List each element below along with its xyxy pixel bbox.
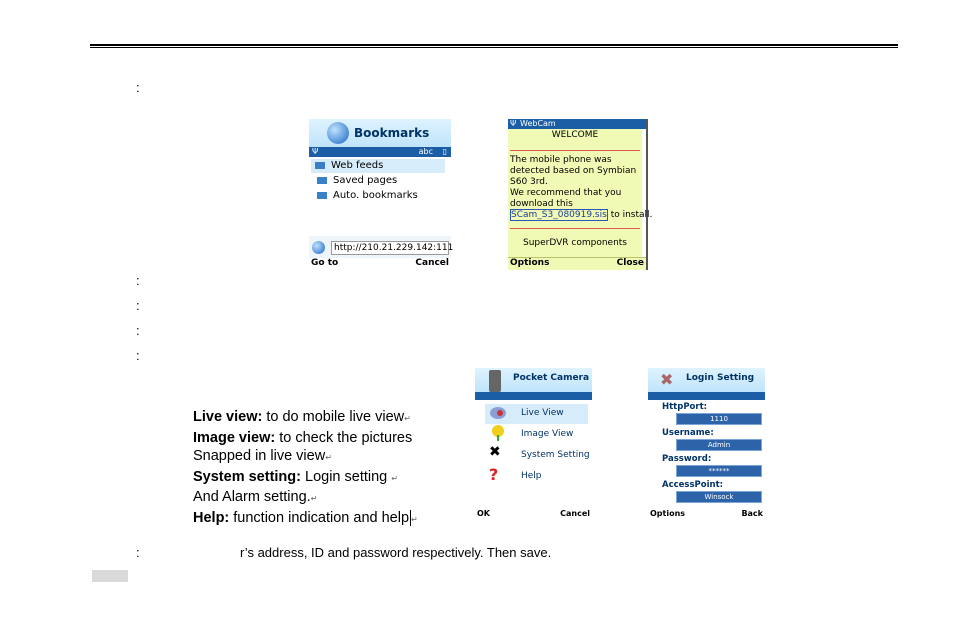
folder-icon xyxy=(317,192,327,199)
login-setting-title: Login Setting xyxy=(686,373,755,383)
instruction-text: r’s address, ID and password respectively. Then save. xyxy=(240,545,552,560)
bookmark-item-web-feeds[interactable]: Web feeds xyxy=(311,159,445,173)
signal-icon: Ψ xyxy=(510,119,517,128)
divider xyxy=(510,228,640,229)
menu-item-help[interactable]: Help xyxy=(521,471,542,481)
go-to-softkey[interactable]: Go to xyxy=(311,258,339,268)
feature-live-view: Live view: to do mobile live view↵ xyxy=(193,409,411,425)
components-link[interactable]: SuperDVR components xyxy=(522,238,627,248)
webcam-title-bar xyxy=(508,119,646,129)
input-mode: abc xyxy=(418,147,433,156)
httpport-label: HttpPort: xyxy=(662,402,708,412)
pocket-camera-softkeys xyxy=(475,509,592,521)
httpport-field[interactable]: 1110 xyxy=(676,413,762,425)
feature-descriptions xyxy=(193,408,418,529)
colon-3: : xyxy=(136,298,140,313)
divider xyxy=(510,150,640,151)
login-setting-screenshot xyxy=(648,368,765,521)
accesspoint-field[interactable]: Winsock xyxy=(676,491,762,503)
feeds-icon xyxy=(315,162,325,169)
feature-image-view: Image view: to check the pictures xyxy=(193,429,413,446)
colon-2: : xyxy=(136,273,140,288)
welcome-line-5: download this xyxy=(510,199,573,209)
feature-system-setting: System setting: Login setting ↵ xyxy=(193,468,398,485)
help-icon: ? xyxy=(489,465,499,484)
colon-1: : xyxy=(136,80,140,95)
cancel-softkey[interactable]: Cancel xyxy=(415,258,449,268)
bookmarks-title: Bookmarks xyxy=(354,126,430,140)
webcam-body xyxy=(508,129,653,258)
header-rule xyxy=(90,44,898,46)
cancel-softkey[interactable]: Cancel xyxy=(560,509,590,518)
login-status-bar xyxy=(648,392,765,400)
welcome-heading: WELCOME xyxy=(551,130,599,140)
globe-icon xyxy=(312,241,325,254)
folder-icon xyxy=(317,177,327,184)
tools-icon: ✖ xyxy=(489,444,501,460)
bookmarks-list xyxy=(309,157,454,258)
welcome-line-2: detected based on Symbian xyxy=(510,166,637,176)
url-bar xyxy=(309,236,454,258)
pocket-camera-screenshot xyxy=(475,368,592,521)
page-footer-box xyxy=(92,570,128,582)
pocket-camera-header xyxy=(475,368,592,392)
bookmarks-status-bar xyxy=(309,147,451,157)
colon-4: : xyxy=(136,323,140,338)
close-softkey[interactable]: Close xyxy=(616,258,644,268)
webcam-screenshot xyxy=(508,119,653,270)
webcam-app-name: WebCam xyxy=(520,119,556,128)
bookmark-item-saved-pages[interactable]: Saved pages xyxy=(313,174,397,188)
bookmarks-header xyxy=(309,119,451,147)
header-rule-thin xyxy=(90,47,898,48)
signal-icon: Ψ xyxy=(312,147,319,156)
menu-item-live-view[interactable]: Live View xyxy=(521,408,564,418)
welcome-line-3: S60 3rd. xyxy=(510,177,548,187)
phone-icon xyxy=(489,370,501,392)
welcome-line-1: The mobile phone was xyxy=(510,155,612,165)
ok-softkey[interactable]: OK xyxy=(477,509,490,518)
feature-image-view-cont: Snapped in live view↵ xyxy=(193,448,332,464)
menu-item-system-setting[interactable]: System Setting xyxy=(521,450,590,460)
welcome-line-4: We recommend that you xyxy=(510,188,622,198)
options-softkey[interactable]: Options xyxy=(650,509,686,518)
feature-system-setting-cont: And Alarm setting.↵ xyxy=(193,489,318,505)
bookmarks-screenshot xyxy=(309,119,454,270)
bookmarks-softkeys xyxy=(309,258,451,270)
colon-6: : xyxy=(136,545,140,560)
url-input[interactable]: http://210.21.229.142:111 xyxy=(331,241,449,255)
password-label: Password: xyxy=(662,454,712,464)
battery-icon: ▯ xyxy=(442,147,447,156)
options-softkey[interactable]: Options xyxy=(510,258,550,268)
webcam-softkeys xyxy=(508,257,646,270)
download-link[interactable]: SCam_S3_080919.sis xyxy=(511,210,607,220)
pocket-camera-status-bar xyxy=(475,392,592,400)
bookmark-item-auto-bookmarks[interactable]: Auto. bookmarks xyxy=(313,189,418,203)
flower-icon xyxy=(489,424,507,440)
back-softkey[interactable]: Back xyxy=(741,509,763,518)
username-label: Username: xyxy=(662,428,714,438)
accesspoint-label: AccessPoint: xyxy=(662,480,724,490)
download-line: SCam_S3_080919.sis to install. xyxy=(511,210,653,220)
feature-help: Help: function indication and help ↵ xyxy=(193,509,418,526)
tools-icon: ✖ xyxy=(660,370,674,389)
pocket-camera-title: Pocket Camera xyxy=(513,373,590,383)
password-field[interactable]: ****** xyxy=(676,465,762,477)
camera-icon xyxy=(489,406,507,422)
login-setting-header xyxy=(648,368,765,392)
colon-5: : xyxy=(136,348,140,363)
menu-item-image-view[interactable]: Image View xyxy=(521,429,574,439)
globe-icon xyxy=(327,122,349,144)
login-softkeys xyxy=(648,509,765,521)
username-field[interactable]: Admin xyxy=(676,439,762,451)
